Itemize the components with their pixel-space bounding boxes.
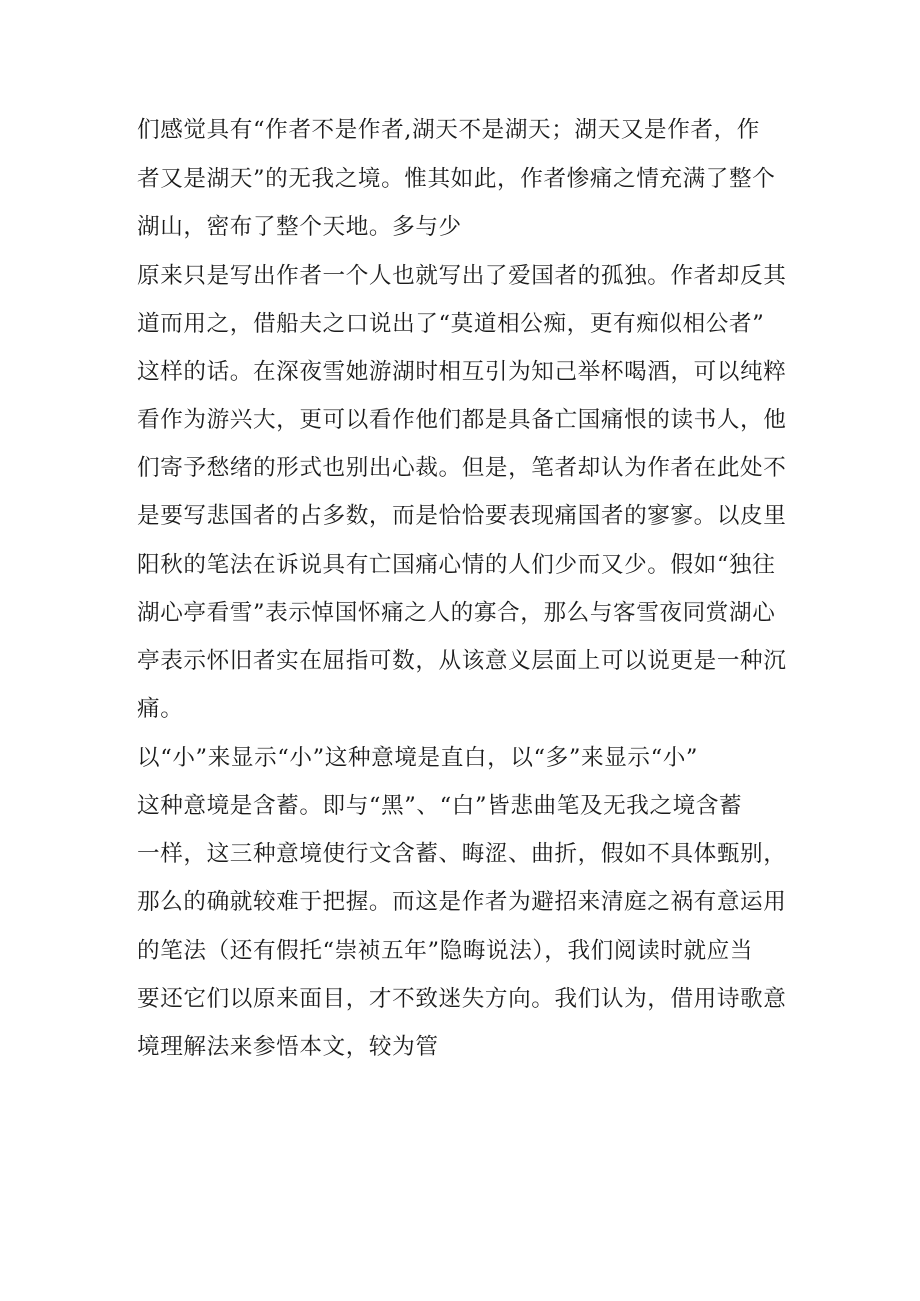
text-line: 这样的话。在深夜雪她游湖时相互引为知己举杯喝酒，可以纯粹: [137, 359, 787, 385]
text-line: 那么的确就较难于把握。而这是作者为避招来清庭之祸有意运用: [137, 889, 787, 915]
text-line: 原来只是写出作者一个人也就写出了爱国者的孤独。作者却反其: [137, 263, 787, 289]
text-line: 阳秋的笔法在诉说具有亡国痛心情的人们少而又少。假如“独往: [137, 552, 776, 578]
text-line: 一样，这三种意境使行文含蓄、晦涩、曲折，假如不具体甄别，: [137, 841, 787, 867]
text-line: 湖心亭看雪”表示悼国怀痛之人的寡合，那么与客雪夜同赏湖心: [137, 600, 776, 626]
text-line: 湖山，密布了整个天地。多与少: [137, 214, 462, 240]
text-line: 的笔法（还有假托“崇祯五年”隐晦说法），我们阅读时就应当: [137, 938, 754, 964]
text-line: 这种意境是含蓄。即与“黑”、“白”皆悲曲笔及无我之境含蓄: [137, 793, 743, 819]
text-line: 痛。: [137, 696, 184, 722]
text-line: 亭表示怀旧者实在屈指可数，从该意义层面上可以说更是一种沉: [137, 648, 787, 674]
text-line: 境理解法来参悟本文，较为管: [137, 1034, 439, 1060]
text-line: 者又是湖天”的无我之境。惟其如此，作者惨痛之情充满了整个: [137, 166, 776, 192]
text-line: 以“小”来显示“小”这种意境是直白，以“多”来显示“小”: [137, 745, 699, 771]
text-line: 要还它们以原来面目，才不致迷失方向。我们认为，借用诗歌意: [137, 986, 787, 1012]
text-line: 是要写悲国者的占多数，而是恰恰要表现痛国者的寥寥。以皮里: [137, 503, 787, 529]
text-line: 们寄予愁绪的形式也别出心裁。但是，笔者却认为作者在此处不: [137, 455, 787, 481]
text-line: 们感觉具有“作者不是作者,湖天不是湖天；湖天又是作者，作: [137, 117, 760, 143]
text-line: 道而用之，借船夫之口说出了“莫道相公痴，更有痴似相公者”: [137, 311, 765, 337]
text-line: 看作为游兴大，更可以看作他们都是具备亡国痛恨的读书人，他: [137, 407, 787, 433]
